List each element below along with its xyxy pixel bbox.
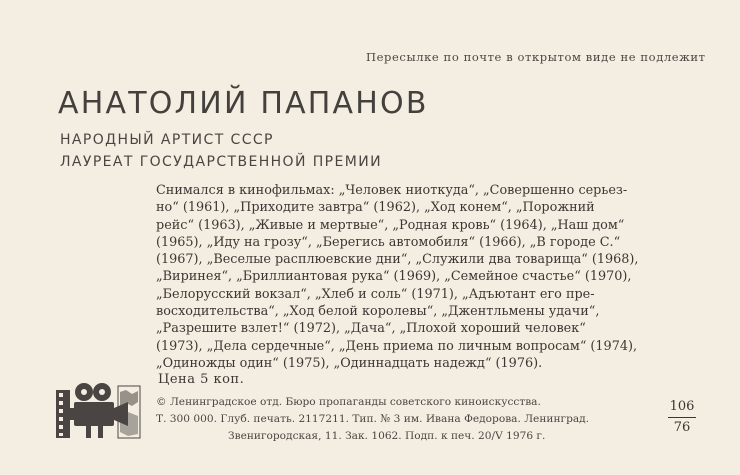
price-label: Цена 5 коп. bbox=[158, 372, 245, 387]
actor-name: АНАТОЛИЙ ПАПАНОВ bbox=[58, 86, 429, 121]
filmography-line: „Одиножды один“ (1975), „Одиннадцать надежд“ (1976). bbox=[156, 355, 543, 371]
catalog-code-bottom: 76 bbox=[673, 420, 691, 435]
title-state-prize: ЛАУРЕАТ ГОСУДАРСТВЕННОЙ ПРЕМИИ bbox=[60, 154, 382, 170]
filmography-line: (1973), „Дела сердечные“, „День приема по личным вопросам“ (1974), bbox=[156, 338, 638, 354]
fraction-bar bbox=[668, 417, 696, 418]
filmography-line: рейс“ (1963), „Живые и мертвые“, „Родная кровь“ (1964), „Наш дом“ bbox=[156, 217, 625, 233]
filmography bbox=[156, 182, 696, 372]
imprint bbox=[156, 394, 666, 445]
filmography-line: Снимался в кинофильмах: „Человек ниоткуда“, „Совершенно серьез- bbox=[156, 183, 628, 198]
film-camera-icon bbox=[56, 382, 142, 440]
catalog-code-top: 106 bbox=[669, 399, 695, 414]
filmography-line: восходительства“, „Ход белой королевы“, „Джентльмены удачи“, bbox=[156, 304, 600, 320]
filmography-line: но“ (1961), „Приходите завтра“ (1962), „Ход конем“, „Порожний bbox=[156, 200, 595, 216]
filmography-line: „Виринея“, „Бриллиантовая рука“ (1969), „Семейное счастье“ (1970), bbox=[156, 269, 632, 285]
filmography-line: „Белорусский вокзал“, „Хлеб и соль“ (1971), „Адъютант его пре- bbox=[156, 286, 595, 302]
filmography-line: „Разрешите взлет!“ (1972), „Дача“, „Плохой хороший человек“ bbox=[156, 321, 586, 337]
imprint-line: © Ленинградское отд. Бюро пропаганды советского киноискусства. bbox=[156, 396, 541, 408]
imprint-line: Звенигородская, 11. Зак. 1062. Подп. к печ. 20/V 1976 г. bbox=[228, 430, 546, 442]
filmography-line: (1967), „Веселые расплюевские дни“, „Служили два товарища“ (1968), bbox=[156, 252, 639, 268]
mail-notice: Пересылке по почте в открытом виде не подлежит bbox=[366, 50, 706, 64]
catalog-code bbox=[668, 398, 696, 437]
imprint-line: Т. 300 000. Глуб. печать. 2117211. Тип. № 3 им. Ивана Федорова. Ленинград. bbox=[156, 413, 590, 425]
filmography-line: (1965), „Иду на грозу“, „Берегись автомобиля“ (1966), „В городе С.“ bbox=[156, 234, 621, 250]
title-peoples-artist: НАРОДНЫЙ АРТИСТ СССР bbox=[60, 132, 274, 148]
